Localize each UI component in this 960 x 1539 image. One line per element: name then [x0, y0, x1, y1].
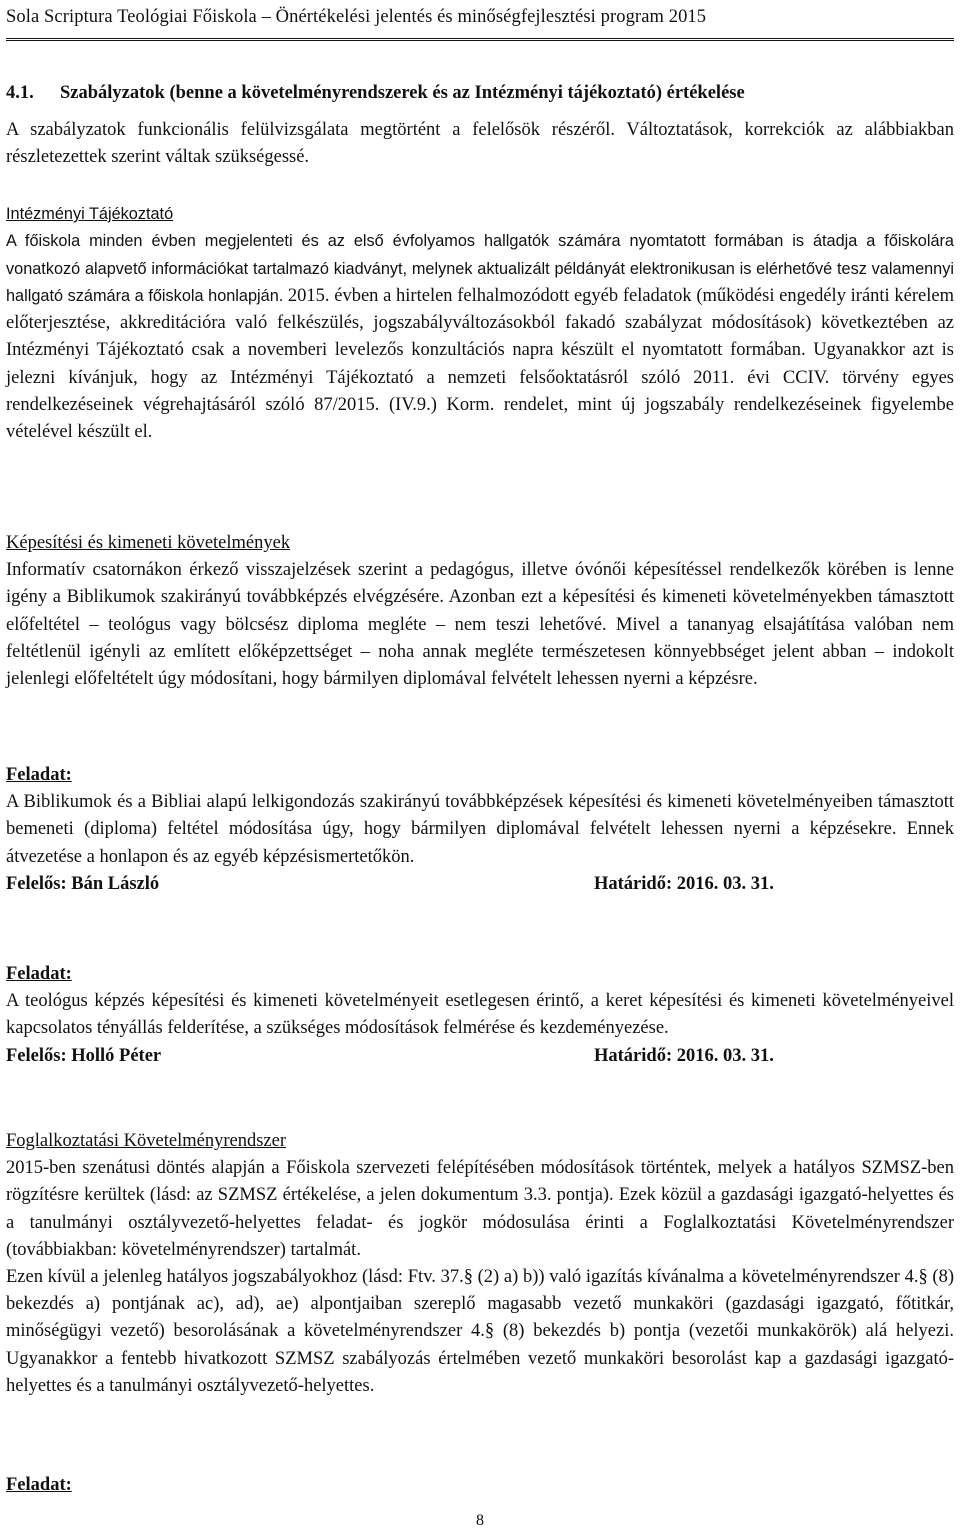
foglalkoztatasi-heading: Foglalkoztatási Követelményrendszer: [6, 1131, 286, 1151]
foglalkoztatasi-section: [6, 1128, 954, 1400]
intezmenyi-text: A főiskola minden évben megjelenteti és az első évfolyamos hallgatók számára nyomtatott formában is átadja a főiskolára vonatkozó alapvető információkat tartalmazó kiadványt, melynek aktualizált példányát elektronikusan is elérhetővé tesz valamennyi hallgató számára a főiskola honlapján.: [6, 232, 954, 305]
section-number: 4.1.: [6, 83, 34, 103]
task-1-responsible: Felelős: Bán László: [6, 873, 160, 894]
kepesitesi-heading: Képesítési és kimeneti követelmények: [6, 533, 291, 553]
page-number: 8: [476, 1512, 484, 1529]
task-1-text: A Biblikumok és a Bibliai alapú lelkigondozás szakirányú továbbképzések képesítési és kimeneti követelményeiben támasztott bemeneti (diploma) feltétel módosítása úgy, hogy bármilyen diplomával felvételt lehessen nyerni a képzésekre. Ennek átvezetése a honlapon és az egyéb képzésismertetőkön.: [6, 792, 954, 867]
task-3-label: Feladat:: [6, 1475, 72, 1495]
intezmenyi-heading: Intézményi Tájékoztató: [6, 205, 174, 223]
task-1-label: Feladat:: [6, 765, 72, 785]
task-1-deadline: Határidő: 2016. 03. 31.: [594, 873, 774, 894]
task-1-responsibility-row: [6, 871, 954, 898]
task-3: [6, 1472, 954, 1499]
task-2-text: A teológus képzés képesítési és kimeneti követelményeit esetlegesen érintő, a keret képesítési és kimeneti követelményeivel kapcsolatos tényállás felderítése, a szükséges módosítások felmérése és kezdeményezése.: [6, 991, 954, 1039]
kepesitesi-text: Informatív csatornákon érkező visszajelzések szerint a pedagógus, illetve óvónői képesítéssel rendelkezők körében is lenne igény a Biblikumok szakirányú továbbképzés elvégzésére. Azonban ezt a képesítési és kimeneti követelményekben támasztott előfeltétel – teológus vagy bölcsész diploma megléte – nem teszi lehetővé. Mivel a tananyag elsajátítása valóban nem feltétlenül igényli az említett előképzettséget – noha annak megléte természetesen könnyebbséget jelent abban – indokolt jelenlegi előfeltételt úgy módosítani, hogy bármilyen diplomával felvételt lehessen nyerni a képzésre.: [6, 560, 954, 690]
header-rule: [6, 38, 954, 41]
intezmenyi-text-2: 2015. évben a hirtelen felhalmozódott egyéb feladatok (működési engedély iránti kérelem előterjesztése, akkreditációra való felkészülés, jogszabályváltozásokból fakadó szabályzat módosítások) következtében az Intézményi Tájékoztató csak a novemberi levelezős konzultációs napra készült el nyomtatott formában. Ugyanakkor azt is jelezni kívánjuk, hogy az Intézményi Tájékoztató a nemzeti felsőoktatásról szóló 2011. évi CCIV. törvény egyes rendelkezéseinek végrehajtásáról szóló 87/2015. (IV.9.) Korm. rendelet, mint új jogszabály rendelkezéseinek figyelembe vételével készült el.: [6, 285, 954, 443]
task-2-label: Feladat:: [6, 964, 72, 984]
section-title: [6, 80, 954, 107]
task-1: [6, 762, 954, 898]
section-title-text: Szabályzatok (benne a követelményrendszerek és az Intézményi tájékoztató) értékelése: [60, 83, 745, 103]
task-2-responsibility-row: [6, 1043, 954, 1070]
foglalkoztatasi-text-2: Ezen kívül a jelenleg hatályos jogszabályokhoz (lásd: Ftv. 37.§ (2) a) b)) való igazítás kívánalma a követelményrendszer 4.§ (8) bekezdés a) pontjának ac), ad), ae) alpontjaiban szereplő magasabb vezető munkaköri (gazdasági igazgató, főtitkár, minőségügyi vezető) besorolásának a követelményrendszer 4.§ (8) bekezdés b) pontja (vezetői munkakörök) alá helyezi. Ugyanakkor a fentebb hivatkozott SZMSZ szabályozás értelmében vezető munkaköri besorolást kap a gazdasági igazgató-helyettes és a tanulmányi osztályvezető-helyettes.: [6, 1267, 954, 1396]
running-header: Sola Scriptura Teológiai Főiskola – Önértékelési jelentés és minőségfejlesztési program 2015: [6, 7, 707, 27]
task-2-deadline: Határidő: 2016. 03. 31.: [594, 1045, 774, 1066]
intezmenyi-section: [6, 201, 954, 447]
task-2-responsible: Felelős: Holló Péter: [6, 1045, 162, 1066]
foglalkoztatasi-text-1: 2015-ben szenátusi döntés alapján a Főiskola szervezeti felépítésében módosítások történtek, melyek a hatályos SZMSZ-ben rögzítésre kerültek (lásd: az SZMSZ értékelése, a jelen dokumentum 3.3. pontja). Ezek közül a gazdasági igazgató-helyettes és a tanulmányi osztályvezető-helyettes feladat- és jogkör módosulása érinti a Foglalkoztatási Követelményrendszer (továbbiakban: követelményrendszer) tartalmát.: [6, 1158, 954, 1260]
kepesitesi-section: [6, 530, 954, 693]
task-2: [6, 961, 954, 1070]
intro-paragraph: A szabályzatok funkcionális felülvizsgálata megtörtént a felelősök részéről. Változtatások, korrekciók az alábbiakban részletezettek szerint váltak szükségessé.: [6, 120, 954, 168]
